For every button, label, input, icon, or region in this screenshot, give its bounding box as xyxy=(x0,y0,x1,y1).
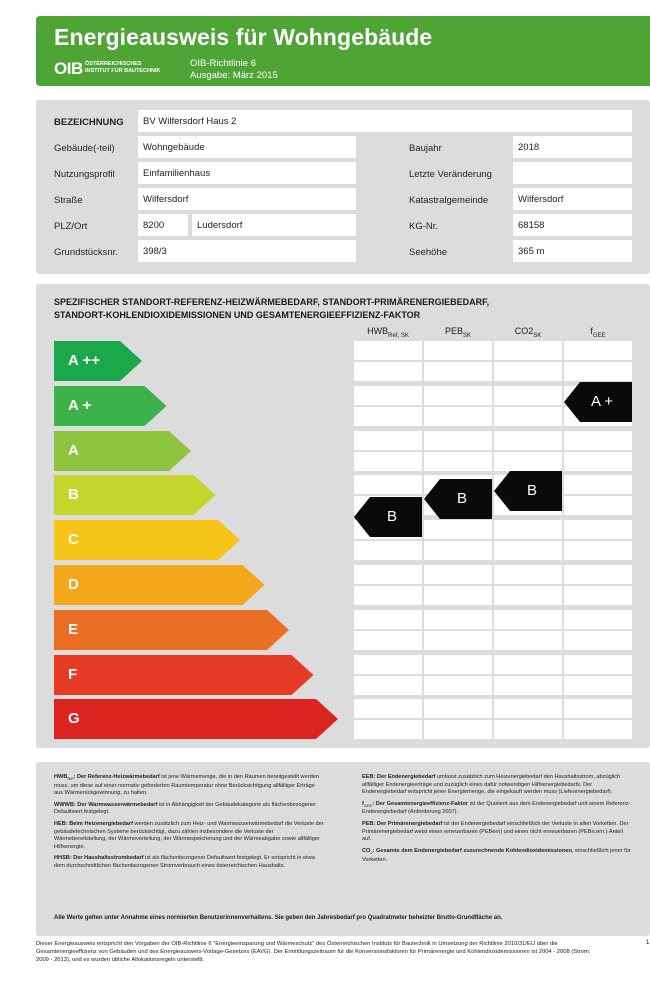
rating-marker xyxy=(424,479,492,519)
class-label: G xyxy=(68,710,80,728)
grid-cell xyxy=(354,452,422,471)
row-label: Nutzungsprofil xyxy=(54,169,115,180)
grid-cell xyxy=(354,610,422,629)
grid-cell xyxy=(564,431,632,450)
rating-marker xyxy=(564,382,632,422)
grid-cell xyxy=(354,475,422,494)
oib-logo xyxy=(54,59,184,81)
grid-cell xyxy=(494,452,562,471)
class-band xyxy=(54,431,193,471)
grid-cell xyxy=(564,631,632,650)
grid-cell xyxy=(354,341,422,360)
grid-cell xyxy=(564,655,632,674)
row-value: Einfamilienhaus xyxy=(138,162,356,184)
grid-row xyxy=(354,341,632,360)
grid-cell xyxy=(424,586,492,605)
grid-cell xyxy=(354,699,422,718)
class-band xyxy=(54,520,242,560)
definition: WWWB: Der Warmwasserwärmebedarf ist in Abhängigkeit der Gebäudekategorie als flächenbezogener Defaultwert festgelegt. xyxy=(54,801,316,816)
grid-cell xyxy=(424,407,492,426)
grid-row xyxy=(354,475,632,494)
grid-row xyxy=(354,676,632,695)
class-band xyxy=(54,475,218,515)
class-label: A + xyxy=(68,396,92,414)
class-label: A ++ xyxy=(68,352,100,369)
grid-cell xyxy=(354,586,422,605)
column-header: $CO2_{SK}$ xyxy=(514,326,542,339)
grid-cell xyxy=(424,565,492,584)
class-label: F xyxy=(68,665,78,683)
rating-label: B xyxy=(456,490,467,508)
definition: $HWB_{Ref}$: Der Referenz-Heizwärmebedarf ist jene Wärmemenge, die in den Räumen bereitgestellt werden muss, um diese auf einer normativ geforderten Raumtemperatur ohne Berücksichtigung allfälliger Erträge aus Wärmerückgewinnung, zu halten. xyxy=(54,774,319,797)
class-arrow xyxy=(54,655,314,695)
row-value: 68158 xyxy=(513,214,632,236)
definition: $CO_2$: Gesamte dem Endenergiebedarf zuzurechnende Kohlendioxidemissionen, einschließlich jener für Vorketten. xyxy=(362,847,631,863)
rating-label: B xyxy=(526,482,537,500)
grid-row xyxy=(354,655,632,674)
definition: $f_{GEE}$: Der Gesamtenergieeffizienz-Faktor ist der Quotient aus dem Endenergiebedarf und einem Referenz-Endenergiebedarf (Anforderung 2007). xyxy=(362,800,631,816)
class-label: D xyxy=(68,576,79,593)
grid-cell xyxy=(564,720,632,739)
page-header xyxy=(36,16,650,86)
definition: PEB: Der Primärenergiebedarf ist der Endenergiebedarf einschließlich der Verluste in allen Vorketten. Der Primärenergiebedarf weist einen erneuerbaren (PEBern) und einen nicht erneuerbaren (PEBn.ern.) Anteil auf. xyxy=(362,821,629,843)
grid-cell xyxy=(494,655,562,674)
grid-cell xyxy=(494,386,562,405)
row-label: Seehöhe xyxy=(409,247,448,258)
class-arrow xyxy=(54,610,289,650)
grid-cell xyxy=(354,676,422,695)
grid-cell xyxy=(564,699,632,718)
grid-cell xyxy=(424,631,492,650)
class-label: C xyxy=(68,531,79,549)
grid-cell xyxy=(424,720,492,739)
grid-row xyxy=(354,565,632,584)
grid-cell xyxy=(424,699,492,718)
row-label: Baujahr xyxy=(409,143,442,154)
grid-cell xyxy=(424,386,492,405)
page-number: 1 xyxy=(646,940,650,946)
grid-cell xyxy=(494,586,562,605)
grid-row xyxy=(354,431,632,450)
grid-cell xyxy=(424,452,492,471)
rating-label: A + xyxy=(590,392,614,410)
row-label: Katastralgemeinde xyxy=(409,195,489,206)
grid-cell xyxy=(494,407,562,426)
grid-cell xyxy=(564,341,632,360)
grid-cell xyxy=(564,586,632,605)
row-value: 398/3 xyxy=(138,240,356,262)
grid-cell xyxy=(564,475,632,494)
grid-row xyxy=(354,610,632,629)
edition: Ausgabe: März 2015 xyxy=(190,70,278,81)
grid-cell xyxy=(494,720,562,739)
grid-cell xyxy=(354,565,422,584)
row-label: Straße xyxy=(54,195,83,206)
definitions-panel xyxy=(36,762,650,936)
class-arrow xyxy=(54,699,338,739)
grid-cell xyxy=(564,541,632,560)
chart-title: SPEZIFISCHER STANDORT-REFERENZ-HEIZWÄRMEBEDARF, STANDORT-PRIMÄRENERGIEBEDARF, STANDORT-KOHLENDIOXIDEMISSIONEN UND GESAMTENERGIEEFFIZIENZ-FAKTOR xyxy=(54,297,490,320)
grid-cell xyxy=(564,610,632,629)
class-band xyxy=(54,610,291,650)
definitions-note: Alle Werte gelten unter Annahme eines normierten Benutzerinnenverhaltens. Sie geben den Jahresbedarf pro Quadratmeter beheizter Brutto-Grundfläche an. xyxy=(54,915,503,921)
logo-text: ÖSTERREICHISCHES INSTITUT FÜR BAUTECHNIK xyxy=(85,61,161,74)
grid-cell xyxy=(494,676,562,695)
grid-cell xyxy=(494,610,562,629)
rating-label: B xyxy=(386,508,397,526)
designation-label: BEZEICHNUNG xyxy=(54,117,124,128)
grid-row xyxy=(354,631,632,650)
grid-row xyxy=(354,452,632,471)
rating-marker xyxy=(354,497,422,537)
rating-marker xyxy=(494,471,562,511)
grid-cell xyxy=(354,431,422,450)
grid-cell xyxy=(424,431,492,450)
grid-cell xyxy=(564,676,632,695)
grid-row xyxy=(354,699,632,718)
energy-rating-panel xyxy=(36,284,650,748)
class-arrow xyxy=(54,565,265,605)
row-label: PLZ/Ort xyxy=(54,221,88,232)
column-header: $f_{GEE}$ xyxy=(590,326,606,339)
row-value: 2018 xyxy=(513,136,632,158)
definitions-left xyxy=(54,774,324,875)
class-label: E xyxy=(68,620,79,638)
grid-row xyxy=(354,541,632,560)
grid-cell xyxy=(424,610,492,629)
grid-row xyxy=(354,362,632,381)
grid-cell xyxy=(424,541,492,560)
row-label: Letzte Veränderung xyxy=(409,169,492,180)
grid-cell xyxy=(354,362,422,381)
grid-cell xyxy=(494,541,562,560)
page-title: Energieausweis für Wohngebäude xyxy=(54,24,433,50)
grid-cell xyxy=(354,655,422,674)
grid-cell xyxy=(564,565,632,584)
grid-cell xyxy=(494,362,562,381)
column-header: $HWB_{Ref, SK}$ xyxy=(367,326,409,339)
footer-text: Dieser Energieausweis entspricht den Vorgaben der OIB-Richtlinie 6 "Energieeinsparung und Wärmeschutz" des Österreichischen Instituts für Bautechnik in Umsetzung der Richtlinie 2010/31/EU über die Gesamtenergieeffizienz von Gebäuden und des Energieausweis-Vorlage-Gesetzes (EAVG). Der Ermittlungszeitraum für die Konversionsfaktoren für Primärenergie und Kohlendioxidemissionen ist 2004 - 2008 (Strom: 2009 - 2013), und es wurden übliche Allokationsregeln unterstellt. xyxy=(36,941,591,963)
class-band xyxy=(54,386,169,426)
logo-mark: OIB xyxy=(54,59,83,78)
class-band xyxy=(54,565,267,605)
grid-cell xyxy=(494,631,562,650)
designation-value: BV Wilfersdorf Haus 2 xyxy=(138,110,632,132)
grid-cell xyxy=(424,676,492,695)
grid-row xyxy=(354,720,632,739)
row-value: Wilfersdorf xyxy=(138,188,356,210)
grid-row xyxy=(354,586,632,605)
grid-cell xyxy=(494,699,562,718)
grid-cell xyxy=(494,565,562,584)
building-data-panel xyxy=(36,100,650,274)
grid-cell xyxy=(354,386,422,405)
class-arrow xyxy=(54,520,240,560)
class-label: A xyxy=(68,441,79,459)
class-band xyxy=(54,655,316,695)
class-label: B xyxy=(68,486,79,504)
grid-cell xyxy=(494,431,562,450)
column-header: $PEB_{SK}$ xyxy=(444,326,472,339)
grid-cell xyxy=(564,520,632,539)
postal-code: 8200 xyxy=(138,214,188,236)
row-label: KG-Nr. xyxy=(409,221,439,232)
row-value xyxy=(513,162,632,184)
class-band xyxy=(54,699,340,739)
definition: HEB: Beim Heizenergiebedarf werden zusätzlich zum Heiz- und Warmwasserwärmebedarf die Verluste der gebäudetechnischen Systeme berücksichtigt, dazu zählen insbesondere die Verluste der Wärmebereitstellung, der Wärmeverteilung, der Wärmespeicherung und der Wärmeabgabe sowie allfälliger Hilfsenergie. xyxy=(54,821,324,850)
grid-cell xyxy=(494,341,562,360)
city: Ludersdorf xyxy=(192,214,356,236)
definition: HHSB: Der Haushaltsstrombedarf ist als flächenbezogener Defaultwert festgelegt. Er entspricht in etwa dem durchschnittlichen flächenbezogenen Stromverbrauch eines österreichischen Haushalts. xyxy=(54,855,315,870)
grid-cell xyxy=(564,496,632,515)
guideline: OIB-Richtlinie 6 xyxy=(190,58,256,69)
grid-cell xyxy=(424,655,492,674)
grid-cell xyxy=(564,362,632,381)
grid-cell xyxy=(494,520,562,539)
row-value: 365 m xyxy=(513,240,632,262)
row-value: Wilfersdorf xyxy=(513,188,632,210)
definition: EEB: Der Endenergiebedarf umfasst zusätzlich zum Heizenergiebedarf den Haushaltsstrom, abzüglich allfälliger Endenergieerträge und zuzüglich eines dafür notwendigen Hilfsenergiebedarfs. Der Endenergiebedarf entspricht jener Energiemenge, die eingekauft werden muss (Lieferenergiebedarf). xyxy=(362,774,621,796)
grid-cell xyxy=(354,631,422,650)
grid-cell xyxy=(354,720,422,739)
grid-cell xyxy=(424,362,492,381)
grid-cell xyxy=(354,407,422,426)
definitions-right xyxy=(362,774,632,868)
row-label: Grundstücksnr. xyxy=(54,247,118,258)
grid-cell xyxy=(564,452,632,471)
grid-cell xyxy=(424,341,492,360)
row-label: Gebäude(-teil) xyxy=(54,143,115,154)
row-value: Wohngebäude xyxy=(138,136,356,158)
guideline-info xyxy=(190,58,278,82)
grid-cell xyxy=(354,541,422,560)
grid-cell xyxy=(424,520,492,539)
class-band xyxy=(54,341,144,381)
